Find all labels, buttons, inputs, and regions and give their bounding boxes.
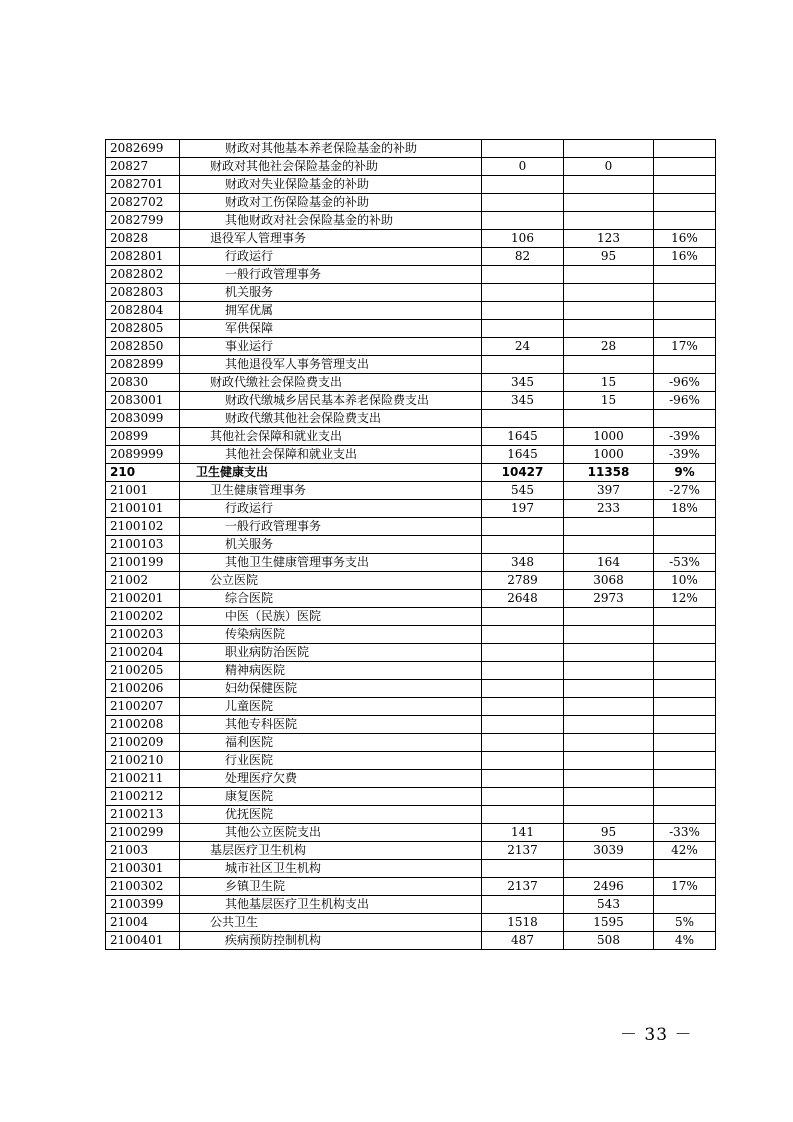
budget-value-cell [564, 770, 654, 788]
change-percent-cell [654, 788, 716, 806]
code-cell: 2100103 [106, 536, 180, 554]
item-name-cell: 卫生健康支出 [180, 464, 482, 482]
item-name-cell: 中医（民族）医院 [180, 608, 482, 626]
code-cell: 2082850 [106, 338, 180, 356]
prior-year-value-cell [482, 176, 564, 194]
budget-value-cell: 508 [564, 932, 654, 950]
item-name-cell: 其他公立医院支出 [180, 824, 482, 842]
budget-value-cell: 1000 [564, 428, 654, 446]
table-row [106, 770, 716, 788]
prior-year-value-cell [482, 788, 564, 806]
table-row [106, 662, 716, 680]
table-row [106, 626, 716, 644]
prior-year-value-cell [482, 212, 564, 230]
change-percent-cell [654, 284, 716, 302]
code-cell: 2100205 [106, 662, 180, 680]
budget-value-cell: 123 [564, 230, 654, 248]
budget-value-cell [564, 266, 654, 284]
budget-table [105, 139, 716, 950]
code-cell: 20828 [106, 230, 180, 248]
change-percent-cell: 9% [654, 464, 716, 482]
code-cell: 2100211 [106, 770, 180, 788]
code-cell: 2100102 [106, 518, 180, 536]
item-name-cell: 退役军人管理事务 [180, 230, 482, 248]
table-row [106, 572, 716, 590]
prior-year-value-cell: 0 [482, 158, 564, 176]
prior-year-value-cell [482, 716, 564, 734]
code-cell: 2100204 [106, 644, 180, 662]
table-row [106, 716, 716, 734]
item-name-cell: 其他财政对社会保险基金的补助 [180, 212, 482, 230]
table-row [106, 932, 716, 950]
code-cell: 2082802 [106, 266, 180, 284]
prior-year-value-cell: 197 [482, 500, 564, 518]
budget-value-cell: 164 [564, 554, 654, 572]
item-name-cell: 公立医院 [180, 572, 482, 590]
prior-year-value-cell: 348 [482, 554, 564, 572]
code-cell: 2082701 [106, 176, 180, 194]
table-row [106, 914, 716, 932]
table-row [106, 446, 716, 464]
prior-year-value-cell [482, 320, 564, 338]
item-name-cell: 财政对工伤保险基金的补助 [180, 194, 482, 212]
budget-value-cell [564, 536, 654, 554]
prior-year-value-cell [482, 194, 564, 212]
change-percent-cell [654, 896, 716, 914]
item-name-cell: 其他社会保障和就业支出 [180, 428, 482, 446]
code-cell: 2100207 [106, 698, 180, 716]
table-row [106, 392, 716, 410]
item-name-cell: 福利医院 [180, 734, 482, 752]
table-row [106, 806, 716, 824]
code-cell: 2100301 [106, 860, 180, 878]
item-name-cell: 处理医疗欠费 [180, 770, 482, 788]
change-percent-cell [654, 698, 716, 716]
code-cell: 2100199 [106, 554, 180, 572]
item-name-cell: 财政代缴社会保险费支出 [180, 374, 482, 392]
code-cell: 2100202 [106, 608, 180, 626]
budget-value-cell [564, 518, 654, 536]
budget-value-cell [564, 410, 654, 428]
item-name-cell: 职业病防治医院 [180, 644, 482, 662]
table-row [106, 248, 716, 266]
budget-value-cell [564, 284, 654, 302]
code-cell: 2100210 [106, 752, 180, 770]
code-cell: 210 [106, 464, 180, 482]
change-percent-cell [654, 644, 716, 662]
change-percent-cell [654, 806, 716, 824]
code-cell: 2082801 [106, 248, 180, 266]
table-row [106, 410, 716, 428]
item-name-cell: 乡镇卫生院 [180, 878, 482, 896]
table-row [106, 356, 716, 374]
budget-value-cell: 1000 [564, 446, 654, 464]
item-name-cell: 优抚医院 [180, 806, 482, 824]
table-row [106, 284, 716, 302]
page-number: － 33 － [620, 1025, 693, 1045]
table-row [106, 338, 716, 356]
code-cell: 2083001 [106, 392, 180, 410]
change-percent-cell [654, 194, 716, 212]
budget-value-cell [564, 608, 654, 626]
table-row [106, 896, 716, 914]
table-row [106, 464, 716, 482]
change-percent-cell: -96% [654, 374, 716, 392]
prior-year-value-cell [482, 536, 564, 554]
budget-value-cell [564, 680, 654, 698]
item-name-cell: 其他专科医院 [180, 716, 482, 734]
prior-year-value-cell [482, 662, 564, 680]
budget-value-cell [564, 788, 654, 806]
item-name-cell: 财政代缴城乡居民基本养老保险费支出 [180, 392, 482, 410]
item-name-cell: 综合医院 [180, 590, 482, 608]
table-row [106, 590, 716, 608]
table-row [106, 194, 716, 212]
change-percent-cell [654, 212, 716, 230]
prior-year-value-cell: 141 [482, 824, 564, 842]
code-cell: 21002 [106, 572, 180, 590]
item-name-cell: 其他退役军人事务管理支出 [180, 356, 482, 374]
budget-value-cell: 233 [564, 500, 654, 518]
code-cell: 2082899 [106, 356, 180, 374]
change-percent-cell: 16% [654, 230, 716, 248]
change-percent-cell: -96% [654, 392, 716, 410]
budget-value-cell [564, 734, 654, 752]
change-percent-cell [654, 140, 716, 158]
prior-year-value-cell [482, 734, 564, 752]
prior-year-value-cell: 2137 [482, 842, 564, 860]
change-percent-cell [654, 176, 716, 194]
table-row [106, 824, 716, 842]
budget-value-cell: 3039 [564, 842, 654, 860]
item-name-cell: 传染病医院 [180, 626, 482, 644]
code-cell: 2100203 [106, 626, 180, 644]
code-cell: 21001 [106, 482, 180, 500]
budget-value-cell: 95 [564, 824, 654, 842]
code-cell: 2100101 [106, 500, 180, 518]
change-percent-cell: 10% [654, 572, 716, 590]
item-name-cell: 财政对其他基本养老保险基金的补助 [180, 140, 482, 158]
change-percent-cell: -27% [654, 482, 716, 500]
item-name-cell: 财政代缴其他社会保险费支出 [180, 410, 482, 428]
prior-year-value-cell [482, 752, 564, 770]
code-cell: 2083099 [106, 410, 180, 428]
table-row [106, 536, 716, 554]
change-percent-cell [654, 608, 716, 626]
table-row [106, 842, 716, 860]
prior-year-value-cell [482, 266, 564, 284]
table-row [106, 320, 716, 338]
budget-value-cell [564, 860, 654, 878]
prior-year-value-cell: 345 [482, 374, 564, 392]
prior-year-value-cell: 1645 [482, 446, 564, 464]
budget-value-cell: 2973 [564, 590, 654, 608]
item-name-cell: 儿童医院 [180, 698, 482, 716]
budget-value-cell [564, 662, 654, 680]
table-row [106, 266, 716, 284]
item-name-cell: 机关服务 [180, 284, 482, 302]
item-name-cell: 事业运行 [180, 338, 482, 356]
code-cell: 2100208 [106, 716, 180, 734]
table-row [106, 698, 716, 716]
change-percent-cell [654, 536, 716, 554]
code-cell: 20830 [106, 374, 180, 392]
code-cell: 2100299 [106, 824, 180, 842]
code-cell: 20827 [106, 158, 180, 176]
change-percent-cell [654, 158, 716, 176]
item-name-cell: 拥军优属 [180, 302, 482, 320]
change-percent-cell [654, 302, 716, 320]
code-cell: 2082804 [106, 302, 180, 320]
change-percent-cell [654, 680, 716, 698]
item-name-cell: 基层医疗卫生机构 [180, 842, 482, 860]
prior-year-value-cell [482, 410, 564, 428]
item-name-cell: 其他基层医疗卫生机构支出 [180, 896, 482, 914]
item-name-cell: 机关服务 [180, 536, 482, 554]
budget-value-cell [564, 626, 654, 644]
prior-year-value-cell [482, 770, 564, 788]
budget-value-cell [564, 644, 654, 662]
code-cell: 2082702 [106, 194, 180, 212]
budget-value-cell: 543 [564, 896, 654, 914]
code-cell: 2100201 [106, 590, 180, 608]
prior-year-value-cell: 345 [482, 392, 564, 410]
prior-year-value-cell: 82 [482, 248, 564, 266]
item-name-cell: 财政对其他社会保险基金的补助 [180, 158, 482, 176]
item-name-cell: 一般行政管理事务 [180, 266, 482, 284]
change-percent-cell [654, 716, 716, 734]
item-name-cell: 行业医院 [180, 752, 482, 770]
prior-year-value-cell: 2648 [482, 590, 564, 608]
budget-value-cell: 15 [564, 392, 654, 410]
budget-value-cell: 397 [564, 482, 654, 500]
table-row [106, 140, 716, 158]
budget-value-cell [564, 716, 654, 734]
prior-year-value-cell: 545 [482, 482, 564, 500]
prior-year-value-cell [482, 896, 564, 914]
item-name-cell: 精神病医院 [180, 662, 482, 680]
budget-value-cell [564, 356, 654, 374]
change-percent-cell: -53% [654, 554, 716, 572]
change-percent-cell [654, 860, 716, 878]
change-percent-cell: 18% [654, 500, 716, 518]
code-cell: 20899 [106, 428, 180, 446]
table-row [106, 878, 716, 896]
change-percent-cell: -39% [654, 446, 716, 464]
table-row [106, 644, 716, 662]
item-name-cell: 军供保障 [180, 320, 482, 338]
prior-year-value-cell [482, 680, 564, 698]
code-cell: 21004 [106, 914, 180, 932]
prior-year-value-cell [482, 140, 564, 158]
item-name-cell: 疾病预防控制机构 [180, 932, 482, 950]
change-percent-cell [654, 518, 716, 536]
change-percent-cell: -39% [654, 428, 716, 446]
prior-year-value-cell [482, 356, 564, 374]
budget-value-cell [564, 194, 654, 212]
change-percent-cell [654, 266, 716, 284]
code-cell: 2100212 [106, 788, 180, 806]
prior-year-value-cell: 2789 [482, 572, 564, 590]
prior-year-value-cell [482, 626, 564, 644]
table-row [106, 230, 716, 248]
change-percent-cell: 4% [654, 932, 716, 950]
item-name-cell: 城市社区卫生机构 [180, 860, 482, 878]
code-cell: 2089999 [106, 446, 180, 464]
budget-value-cell [564, 698, 654, 716]
item-name-cell: 公共卫生 [180, 914, 482, 932]
change-percent-cell [654, 770, 716, 788]
change-percent-cell [654, 356, 716, 374]
prior-year-value-cell [482, 860, 564, 878]
change-percent-cell [654, 752, 716, 770]
prior-year-value-cell [482, 608, 564, 626]
code-cell: 2082803 [106, 284, 180, 302]
change-percent-cell: 17% [654, 338, 716, 356]
table-row [106, 554, 716, 572]
prior-year-value-cell [482, 302, 564, 320]
change-percent-cell: 5% [654, 914, 716, 932]
code-cell: 2082805 [106, 320, 180, 338]
prior-year-value-cell [482, 644, 564, 662]
item-name-cell: 其他社会保障和就业支出 [180, 446, 482, 464]
table-row [106, 518, 716, 536]
prior-year-value-cell: 10427 [482, 464, 564, 482]
budget-value-cell: 15 [564, 374, 654, 392]
table-row [106, 734, 716, 752]
budget-table-body [106, 140, 716, 950]
budget-value-cell [564, 806, 654, 824]
budget-value-cell [564, 176, 654, 194]
code-cell: 2100401 [106, 932, 180, 950]
item-name-cell: 其他卫生健康管理事务支出 [180, 554, 482, 572]
item-name-cell: 一般行政管理事务 [180, 518, 482, 536]
prior-year-value-cell [482, 518, 564, 536]
item-name-cell: 行政运行 [180, 248, 482, 266]
budget-table-container [105, 139, 715, 950]
table-row [106, 680, 716, 698]
code-cell: 2082699 [106, 140, 180, 158]
item-name-cell: 财政对失业保险基金的补助 [180, 176, 482, 194]
item-name-cell: 康复医院 [180, 788, 482, 806]
budget-value-cell: 95 [564, 248, 654, 266]
table-row [106, 608, 716, 626]
budget-value-cell [564, 140, 654, 158]
table-row [106, 212, 716, 230]
table-row [106, 482, 716, 500]
change-percent-cell [654, 320, 716, 338]
code-cell: 2100206 [106, 680, 180, 698]
budget-value-cell: 1595 [564, 914, 654, 932]
change-percent-cell: 42% [654, 842, 716, 860]
prior-year-value-cell: 487 [482, 932, 564, 950]
code-cell: 21003 [106, 842, 180, 860]
table-row [106, 374, 716, 392]
change-percent-cell: 16% [654, 248, 716, 266]
table-row [106, 860, 716, 878]
prior-year-value-cell: 24 [482, 338, 564, 356]
code-cell: 2100213 [106, 806, 180, 824]
table-row [106, 302, 716, 320]
budget-value-cell: 0 [564, 158, 654, 176]
change-percent-cell [654, 734, 716, 752]
change-percent-cell: 12% [654, 590, 716, 608]
prior-year-value-cell: 1645 [482, 428, 564, 446]
change-percent-cell [654, 626, 716, 644]
budget-value-cell: 3068 [564, 572, 654, 590]
table-row [106, 176, 716, 194]
table-row [106, 788, 716, 806]
prior-year-value-cell: 2137 [482, 878, 564, 896]
budget-value-cell: 28 [564, 338, 654, 356]
budget-value-cell [564, 752, 654, 770]
code-cell: 2082799 [106, 212, 180, 230]
code-cell: 2100399 [106, 896, 180, 914]
code-cell: 2100209 [106, 734, 180, 752]
budget-value-cell: 2496 [564, 878, 654, 896]
budget-value-cell [564, 212, 654, 230]
prior-year-value-cell: 106 [482, 230, 564, 248]
change-percent-cell [654, 410, 716, 428]
prior-year-value-cell [482, 698, 564, 716]
item-name-cell: 卫生健康管理事务 [180, 482, 482, 500]
change-percent-cell: -33% [654, 824, 716, 842]
table-row [106, 752, 716, 770]
table-row [106, 158, 716, 176]
budget-value-cell: 11358 [564, 464, 654, 482]
prior-year-value-cell [482, 806, 564, 824]
item-name-cell: 妇幼保健医院 [180, 680, 482, 698]
table-row [106, 500, 716, 518]
prior-year-value-cell: 1518 [482, 914, 564, 932]
code-cell: 2100302 [106, 878, 180, 896]
budget-value-cell [564, 302, 654, 320]
change-percent-cell: 17% [654, 878, 716, 896]
item-name-cell: 行政运行 [180, 500, 482, 518]
change-percent-cell [654, 662, 716, 680]
prior-year-value-cell [482, 284, 564, 302]
budget-value-cell [564, 320, 654, 338]
table-row [106, 428, 716, 446]
